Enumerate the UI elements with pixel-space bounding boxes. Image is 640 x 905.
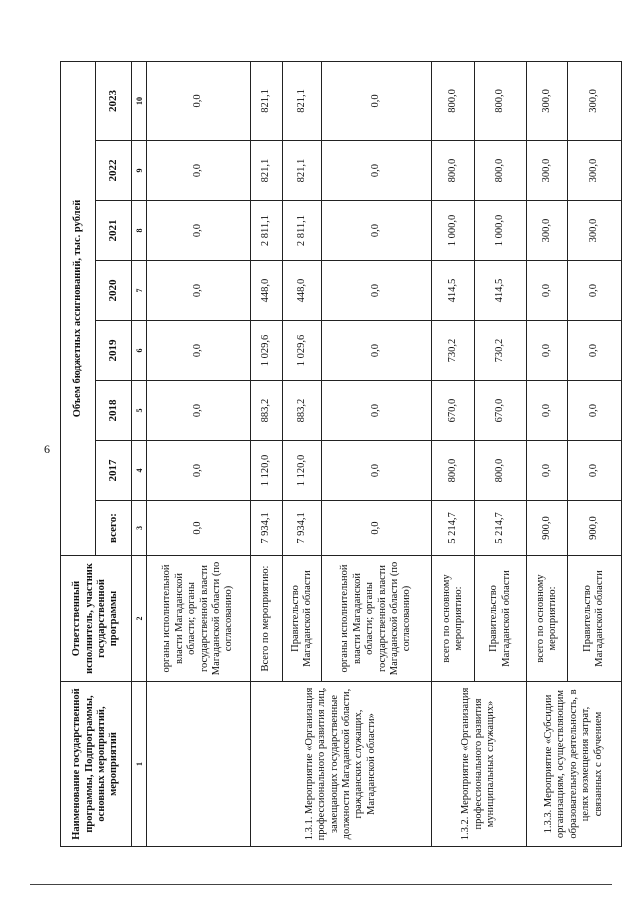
value-cell: 0,0 (147, 441, 251, 501)
value-cell: 0,0 (322, 441, 432, 501)
header-budget: Объем бюджетных ассигнований, тыс. рублей (61, 61, 96, 555)
value-cell: 0,0 (526, 381, 567, 441)
measure-name-cell: 1.3.2. Мероприятие «Организация профессионального развития муниципальных служащих» (432, 682, 527, 847)
executor-cell: Правительство Магаданской области (283, 556, 322, 682)
page-bottom-rule (30, 884, 612, 885)
column-index: 6 (132, 321, 147, 381)
header-year: 2021 (95, 201, 132, 261)
header-row (61, 61, 96, 846)
value-cell: 0,0 (147, 381, 251, 441)
measure-name-cell: 1.3.1. Мероприятие «Организация профессионального развития лиц, замещающих государственные должности Магаданской области, гражданских служащих, Магаданской области» (250, 682, 431, 847)
value-cell: 300,0 (567, 61, 621, 140)
executor-cell: Правительство Магаданской области (475, 556, 527, 682)
header-total: всего: (95, 501, 132, 556)
value-cell: 448,0 (250, 261, 282, 321)
value-cell: 800,0 (475, 61, 527, 140)
value-cell: 1 029,6 (250, 321, 282, 381)
value-cell: 0,0 (526, 261, 567, 321)
value-cell: 0,0 (567, 261, 621, 321)
value-cell: 800,0 (475, 441, 527, 501)
value-cell: 883,2 (283, 381, 322, 441)
value-cell: 730,2 (432, 321, 475, 381)
value-cell: 0,0 (147, 501, 251, 556)
value-cell: 300,0 (567, 201, 621, 261)
value-cell: 300,0 (526, 61, 567, 140)
value-cell: 414,5 (475, 261, 527, 321)
value-cell: 800,0 (432, 441, 475, 501)
value-cell: 300,0 (526, 201, 567, 261)
table-row (526, 61, 567, 846)
value-cell: 0,0 (147, 61, 251, 140)
column-index: 4 (132, 441, 147, 501)
executor-cell: всего по основному мероприятию: (432, 556, 475, 682)
value-cell: 414,5 (432, 261, 475, 321)
column-index: 5 (132, 381, 147, 441)
header-year: 2019 (95, 321, 132, 381)
executor-cell: Правительство Магаданской области (567, 556, 621, 682)
table-row (250, 61, 282, 846)
header-col-executor: Ответственный исполнитель, участник государственной программы (61, 556, 132, 682)
header-year: 2020 (95, 261, 132, 321)
executor-cell: органы исполнительной власти Магаданской области; органы государственной власти Магаданской области (по согласованию) (147, 556, 251, 682)
value-cell: 0,0 (567, 441, 621, 501)
table-row (147, 61, 251, 846)
value-cell: 0,0 (526, 441, 567, 501)
value-cell: 1 120,0 (283, 441, 322, 501)
column-index: 1 (132, 682, 147, 847)
value-cell: 0,0 (147, 321, 251, 381)
header-year: 2022 (95, 141, 132, 201)
value-cell: 0,0 (322, 381, 432, 441)
value-cell: 821,1 (283, 61, 322, 140)
value-cell: 730,2 (475, 321, 527, 381)
value-cell: 900,0 (567, 501, 621, 556)
column-index: 7 (132, 261, 147, 321)
value-cell: 1 120,0 (250, 441, 282, 501)
header-col-name: Наименование государственной программы, Подпрограммы, основных мероприятий, мероприятий (61, 682, 132, 847)
column-index-row (132, 61, 147, 846)
value-cell: 0,0 (322, 321, 432, 381)
table-row (432, 61, 475, 846)
header-year: 2017 (95, 441, 132, 501)
value-cell: 670,0 (475, 381, 527, 441)
value-cell: 821,1 (283, 141, 322, 201)
column-index: 3 (132, 501, 147, 556)
value-cell: 0,0 (147, 141, 251, 201)
value-cell: 5 214,7 (432, 501, 475, 556)
column-index: 10 (132, 61, 147, 140)
value-cell: 883,2 (250, 381, 282, 441)
value-cell: 300,0 (567, 141, 621, 201)
measure-name-cell (147, 682, 251, 847)
value-cell: 0,0 (147, 201, 251, 261)
value-cell: 7 934,1 (283, 501, 322, 556)
value-cell: 2 811,1 (283, 201, 322, 261)
measure-name-cell: 1.3.3. Мероприятие «Субсидии организациям, осуществляющим образовательную деятельность, в целях возмещения затрат, связанных с обучением (526, 682, 621, 847)
value-cell: 2 811,1 (250, 201, 282, 261)
value-cell: 1 029,6 (283, 321, 322, 381)
value-cell: 1 000,0 (432, 201, 475, 261)
executor-cell: органы исполнительной власти Магаданской области; органы государственной власти Магаданской области (по согласованию) (322, 556, 432, 682)
column-index: 2 (132, 556, 147, 682)
executor-cell: всего по основному мероприятию: (526, 556, 567, 682)
executor-cell: Всего по мероприятию: (250, 556, 282, 682)
value-cell: 821,1 (250, 141, 282, 201)
value-cell: 300,0 (526, 141, 567, 201)
value-cell: 448,0 (283, 261, 322, 321)
value-cell: 0,0 (322, 201, 432, 261)
header-year: 2023 (95, 61, 132, 140)
value-cell: 1 000,0 (475, 201, 527, 261)
value-cell: 0,0 (567, 381, 621, 441)
value-cell: 800,0 (432, 141, 475, 201)
page-number: 6 (44, 442, 50, 456)
value-cell: 5 214,7 (475, 501, 527, 556)
value-cell: 821,1 (250, 61, 282, 140)
budget-table (60, 61, 622, 847)
value-cell: 0,0 (147, 261, 251, 321)
value-cell: 0,0 (322, 501, 432, 556)
column-index: 8 (132, 201, 147, 261)
value-cell: 0,0 (322, 141, 432, 201)
value-cell: 670,0 (432, 381, 475, 441)
value-cell: 0,0 (526, 321, 567, 381)
value-cell: 800,0 (432, 61, 475, 140)
header-year: 2018 (95, 381, 132, 441)
value-cell: 900,0 (526, 501, 567, 556)
value-cell: 800,0 (475, 141, 527, 201)
column-index: 9 (132, 141, 147, 201)
value-cell: 0,0 (322, 261, 432, 321)
rotated-table-wrapper (60, 62, 622, 847)
value-cell: 7 934,1 (250, 501, 282, 556)
value-cell: 0,0 (567, 321, 621, 381)
value-cell: 0,0 (322, 61, 432, 140)
